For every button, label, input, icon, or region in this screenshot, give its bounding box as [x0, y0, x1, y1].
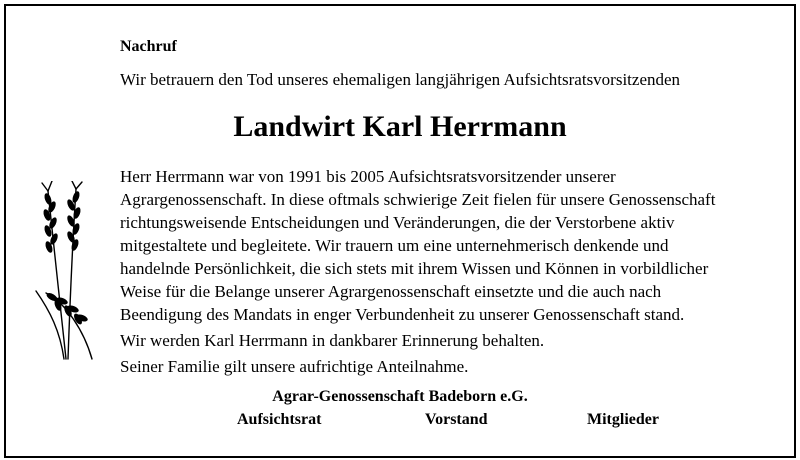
body-line: Herr Herrmann war von 1991 bis 2005 Aufsichtsratsvorsitzender unserer: [120, 167, 616, 186]
body-line: handelnde Persönlichkeit, die sich stets mit ihrem Wissen und Können in vorbildlicher: [120, 259, 709, 278]
deceased-name: Landwirt Karl Herrmann: [233, 110, 567, 143]
obituary-notice: [4, 4, 796, 458]
organization-name: Agrar-Genossenschaft Badeborn e.G.: [272, 388, 528, 405]
signatory-members: Mitglieder: [587, 411, 659, 428]
intro-text: Wir betrauern den Tod unseres ehemaligen langjährigen Aufsichtsratsvorsitzenden: [120, 70, 681, 89]
wheat-ears-icon: [26, 181, 106, 361]
body-line: richtungsweisende Entscheidungen und Veränderungen, die der Verstorbene aktiv: [120, 213, 675, 232]
signatory-board: Vorstand: [425, 411, 488, 428]
body-line: Beendigung des Mandats in enger Verbundenheit zu unserer Genossenschaft stand.: [120, 305, 685, 324]
body-line: Agrargenossenschaft. In diese oftmals schwierige Zeit fielen für unsere Genossenschaft: [120, 190, 716, 209]
obituary-heading: Nachruf: [120, 38, 177, 55]
body-line: mitgestaltete und begleitete. Wir trauern um eine unternehmerisch denkende und: [120, 236, 669, 255]
obituary-body: [120, 165, 800, 378]
closing-line: Wir werden Karl Herrmann in dankbarer Erinnerung behalten.: [120, 331, 545, 350]
body-line: Weise für die Belange unserer Agrargenossenschaft einsetzte und die auch nach: [120, 282, 662, 301]
condolence-line: Seiner Familie gilt unsere aufrichtige Anteilnahme.: [120, 357, 469, 376]
signatory-supervisory-board: Aufsichtsrat: [237, 411, 322, 428]
